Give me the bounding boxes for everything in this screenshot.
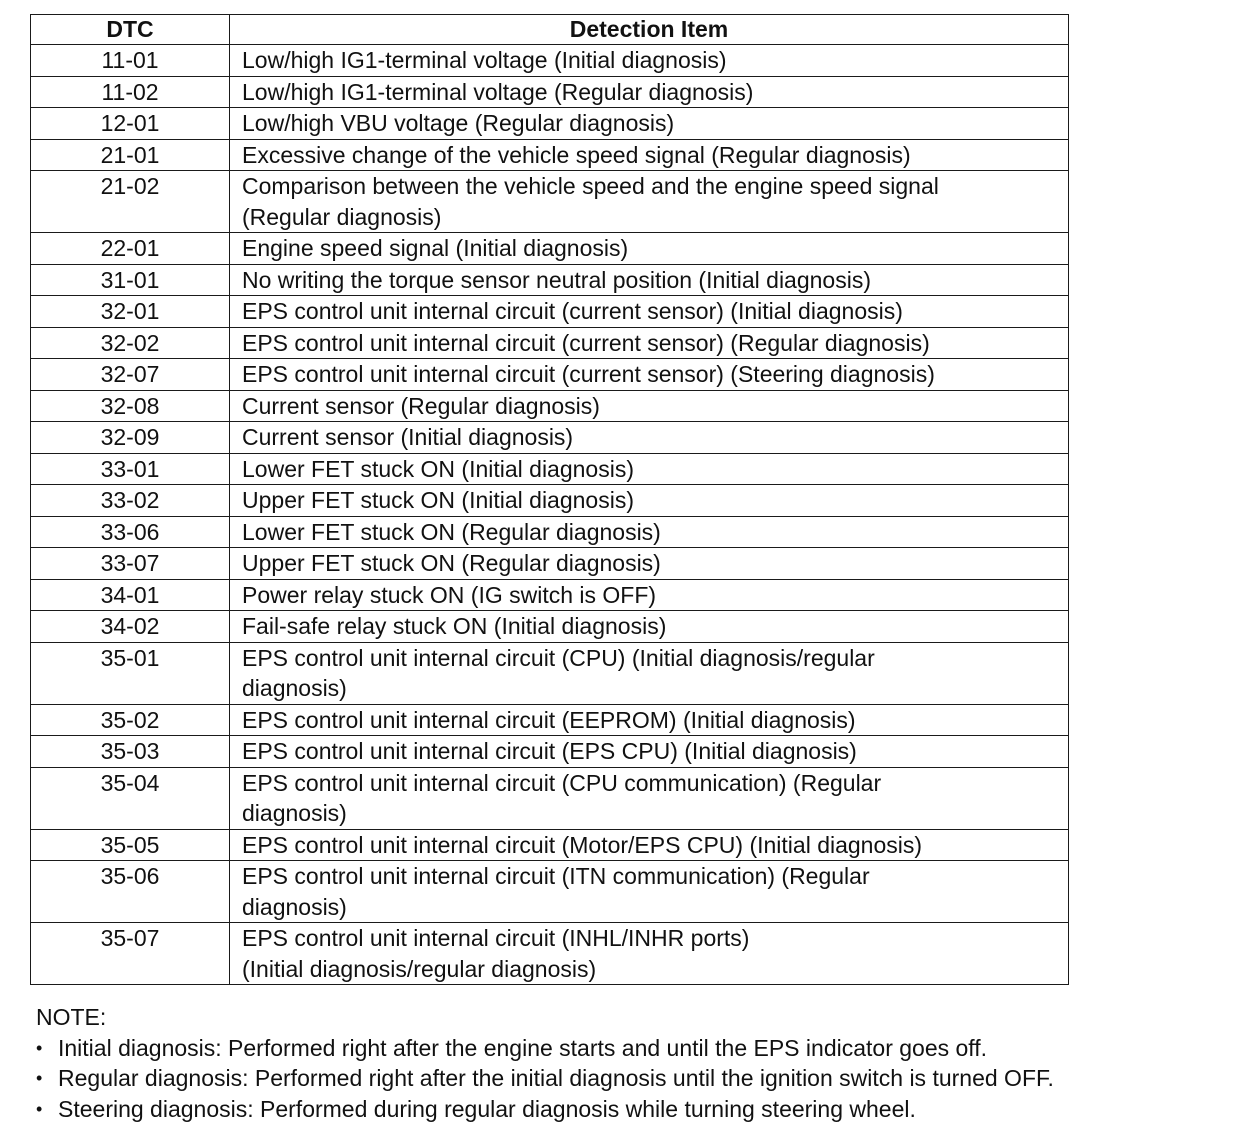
- detection-item-text: Upper FET stuck ON (Initial diagnosis): [242, 487, 634, 513]
- detection-item: [230, 359, 1069, 391]
- table-row: [31, 264, 1069, 296]
- table-row: [31, 579, 1069, 611]
- detection-item-text: EPS control unit internal circuit (current sensor) (Steering diagnosis): [242, 361, 935, 387]
- table-row: [31, 861, 1069, 923]
- dtc-code: 32-08: [31, 390, 230, 422]
- note-title: NOTE:: [36, 1004, 107, 1030]
- table-row: [31, 485, 1069, 517]
- detection-item: [230, 516, 1069, 548]
- dtc-code: 33-07: [31, 548, 230, 580]
- detection-item: [230, 45, 1069, 77]
- table-row: [31, 736, 1069, 768]
- column-header-dtc: DTC: [31, 15, 230, 45]
- dtc-code: 11-02: [31, 76, 230, 108]
- detection-item-text: EPS control unit internal circuit (EPS CPU) (Initial diagnosis): [242, 738, 857, 764]
- detection-item-text-continued: diagnosis): [242, 675, 347, 701]
- notes-section: [36, 1002, 1236, 1124]
- dtc-table: [30, 14, 1069, 985]
- detection-item: [230, 704, 1069, 736]
- detection-item: [230, 611, 1069, 643]
- table-row: [31, 642, 1069, 704]
- dtc-code: 31-01: [31, 264, 230, 296]
- detection-item-text: Engine speed signal (Initial diagnosis): [242, 235, 629, 261]
- detection-item: [230, 171, 1069, 233]
- dtc-code: 32-09: [31, 422, 230, 454]
- detection-item-text: Fail-safe relay stuck ON (Initial diagnosis): [242, 613, 667, 639]
- dtc-code: 21-01: [31, 139, 230, 171]
- bullet-icon: •: [36, 1098, 43, 1119]
- dtc-code: 33-06: [31, 516, 230, 548]
- detection-item: [230, 296, 1069, 328]
- table-row: [31, 45, 1069, 77]
- dtc-code: 35-07: [31, 923, 230, 985]
- detection-item-text: Low/high IG1-terminal voltage (Initial diagnosis): [242, 47, 727, 73]
- detection-item: [230, 861, 1069, 923]
- dtc-code: 33-02: [31, 485, 230, 517]
- detection-item-text: Lower FET stuck ON (Regular diagnosis): [242, 518, 661, 545]
- table-header-row: [31, 15, 1069, 45]
- table-row: [31, 108, 1069, 140]
- detection-item: [230, 422, 1069, 454]
- dtc-code: 33-01: [31, 453, 230, 485]
- detection-item: [230, 767, 1069, 829]
- table-row: [31, 704, 1069, 736]
- dtc-code: 35-04: [31, 767, 230, 829]
- dtc-code: 35-03: [31, 736, 230, 768]
- note-list: [36, 1033, 1236, 1125]
- table-row: [31, 611, 1069, 643]
- dtc-code: 35-02: [31, 704, 230, 736]
- column-header-detection-item: Detection Item: [230, 15, 1069, 45]
- bullet-icon: •: [36, 1068, 43, 1088]
- detection-item-text-continued: diagnosis): [242, 800, 347, 826]
- detection-item: [230, 579, 1069, 611]
- table-row: [31, 453, 1069, 485]
- note-item: [36, 1063, 1236, 1094]
- dtc-code: 34-01: [31, 579, 230, 611]
- detection-item-text: Low/high VBU voltage (Regular diagnosis): [242, 110, 675, 136]
- dtc-code: 12-01: [31, 108, 230, 140]
- detection-item: [230, 485, 1069, 517]
- note-item: [36, 1033, 1236, 1064]
- table-row: [31, 548, 1069, 580]
- dtc-code: 34-02: [31, 611, 230, 643]
- detection-item-text: EPS control unit internal circuit (ITN communication) (Regular: [242, 863, 870, 889]
- table-row: [31, 233, 1069, 265]
- detection-item-text: EPS control unit internal circuit (INHL/INHR ports): [242, 925, 750, 951]
- detection-item: [230, 233, 1069, 265]
- detection-item-text: Comparison between the vehicle speed and the engine speed signal: [242, 173, 939, 199]
- detection-item: [230, 923, 1069, 985]
- table-row: [31, 76, 1069, 108]
- detection-item: [230, 390, 1069, 422]
- table-row: [31, 171, 1069, 233]
- detection-item: [230, 453, 1069, 485]
- table-row: [31, 327, 1069, 359]
- detection-item-text-continued: (Regular diagnosis): [242, 203, 442, 230]
- detection-item: [230, 327, 1069, 359]
- detection-item: [230, 108, 1069, 140]
- detection-item-text: Power relay stuck ON (IG switch is OFF): [242, 581, 657, 608]
- table-row: [31, 390, 1069, 422]
- detection-item-text: Current sensor (Regular diagnosis): [242, 392, 600, 419]
- dtc-code: 32-02: [31, 327, 230, 359]
- detection-item: [230, 548, 1069, 580]
- detection-item-text: Low/high IG1-terminal voltage (Regular diagnosis): [242, 78, 754, 105]
- table-row: [31, 422, 1069, 454]
- detection-item-text: Excessive change of the vehicle speed signal (Regular diagnosis): [242, 141, 911, 168]
- dtc-code: 32-07: [31, 359, 230, 391]
- detection-item-text: EPS control unit internal circuit (current sensor) (Initial diagnosis): [242, 298, 903, 324]
- detection-item: [230, 139, 1069, 171]
- dtc-code: 22-01: [31, 233, 230, 265]
- dtc-code: 35-06: [31, 861, 230, 923]
- dtc-code: 35-01: [31, 642, 230, 704]
- dtc-code: 35-05: [31, 829, 230, 861]
- note-item: [36, 1094, 1236, 1125]
- detection-item-text: Current sensor (Initial diagnosis): [242, 424, 574, 450]
- dtc-code: 32-01: [31, 296, 230, 328]
- table-row: [31, 359, 1069, 391]
- detection-item: [230, 76, 1069, 108]
- detection-item-text-continued: diagnosis): [242, 893, 347, 920]
- bullet-icon: •: [36, 1037, 43, 1058]
- table-row: [31, 296, 1069, 328]
- detection-item-text: Upper FET stuck ON (Regular diagnosis): [242, 550, 661, 576]
- table-row: [31, 767, 1069, 829]
- detection-item-text: No writing the torque sensor neutral position (Initial diagnosis): [242, 266, 871, 293]
- detection-item-text: EPS control unit internal circuit (current sensor) (Regular diagnosis): [242, 329, 930, 356]
- detection-item-text: EPS control unit internal circuit (EEPROM) (Initial diagnosis): [242, 706, 856, 733]
- detection-item-text-continued: (Initial diagnosis/regular diagnosis): [242, 955, 597, 982]
- table-row: [31, 516, 1069, 548]
- dtc-code: 21-02: [31, 171, 230, 233]
- detection-item: [230, 736, 1069, 768]
- detection-item-text: Lower FET stuck ON (Initial diagnosis): [242, 455, 634, 482]
- detection-item: [230, 642, 1069, 704]
- detection-item-text: EPS control unit internal circuit (CPU communication) (Regular: [242, 769, 882, 796]
- note-text: Regular diagnosis: Performed right after the initial diagnosis until the ignition switch is turned OFF.: [58, 1065, 1054, 1091]
- detection-item: [230, 264, 1069, 296]
- detection-item-text: EPS control unit internal circuit (Motor/EPS CPU) (Initial diagnosis): [242, 831, 923, 858]
- detection-item-text: EPS control unit internal circuit (CPU) (Initial diagnosis/regular: [242, 644, 875, 671]
- table-row: [31, 139, 1069, 171]
- note-text: Steering diagnosis: Performed during regular diagnosis while turning steering wheel.: [58, 1095, 916, 1122]
- table-row: [31, 923, 1069, 985]
- table-row: [31, 829, 1069, 861]
- detection-item: [230, 829, 1069, 861]
- dtc-code: 11-01: [31, 45, 230, 77]
- note-text: Initial diagnosis: Performed right after the engine starts and until the EPS indicator goes off.: [58, 1034, 988, 1061]
